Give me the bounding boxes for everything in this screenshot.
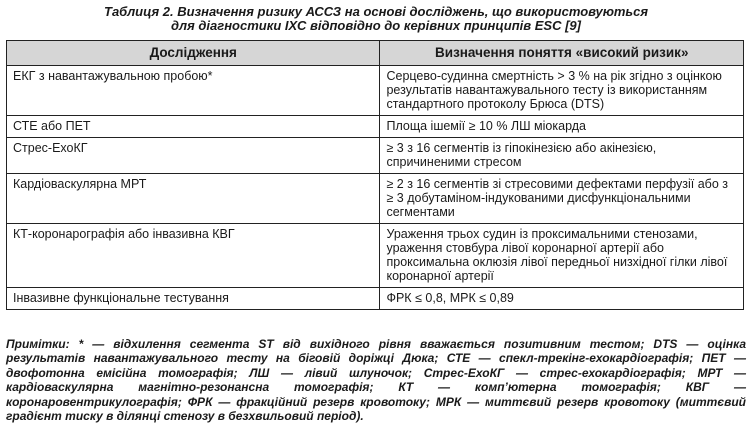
caption-line-2: для діагностики ІХС відповідно до керівних принципів ESC [9]	[171, 18, 581, 33]
table-row	[7, 224, 744, 288]
risk-table	[6, 40, 744, 310]
header-row	[7, 41, 744, 66]
cell-definition: ФРК ≤ 0,8, МРК ≤ 0,89	[380, 288, 744, 310]
cell-study: ЕКГ з навантажувальною пробою*	[7, 66, 380, 116]
notes-text: * — відхилення сегмента ST від вихідного рівня вважається позитивним тестом; DTS — оцінка результатів навантажувального тесту на біговій доріжці Дюка; СТЕ — спекл-трекінг-ехокардіографія; ПЕТ — двофотонна емісійна томографія; ЛШ — лівий шлуночок; Стрес-ЕхоКГ — стрес-ехокардіографія; МРТ — кардіоваскулярна магнітно-резонансна томографія; КТ — комп’ютерна томографія; КВГ — коронаровентрикулографія; ФРК — фракційний резерв кровотоку; МРК — миттєвий резерв кровотоку (миттєвий градієнт тиску в ділянці стенозу в безхвильовий період).	[6, 337, 746, 424]
header-study: Дослідження	[7, 41, 380, 66]
cell-study: Стрес-ЕхоКГ	[7, 138, 380, 174]
cell-study: СТЕ або ПЕТ	[7, 116, 380, 138]
cell-study: Кардіоваскулярна МРТ	[7, 174, 380, 224]
caption-line-1: Таблиця 2. Визначення ризику АССЗ на основі досліджень, що використовуються	[104, 4, 648, 19]
table-row	[7, 66, 744, 116]
notes-label: Примітки:	[6, 337, 70, 351]
cell-study: Інвазивне функціональне тестування	[7, 288, 380, 310]
cell-definition: Серцево-судинна смертність > 3 % на рік згідно з оцінкою результатів навантажувального тесту із використанням стандартного протоколу Брюса (DTS)	[380, 66, 744, 116]
cell-definition: Ураження трьох судин із проксимальними стенозами, ураження стовбура лівої коронарної артерії або проксимальна оклюзія лівої передньої низхідної гілки лівої коронарної артерії	[380, 224, 744, 288]
table-row	[7, 138, 744, 174]
header-definition: Визначення поняття «високий ризик»	[380, 41, 744, 66]
table-row	[7, 174, 744, 224]
cell-study: КТ-коронарографія або інвазивна КВГ	[7, 224, 380, 288]
table-caption	[6, 5, 746, 33]
cell-definition: Площа ішемії ≥ 10 % ЛШ міокарда	[380, 116, 744, 138]
table-row	[7, 116, 744, 138]
cell-definition: ≥ 3 з 16 сегментів із гіпокінезією або акінезією, спричиненими стресом	[380, 138, 744, 174]
table-notes	[6, 337, 746, 423]
cell-definition: ≥ 2 з 16 сегментів зі стресовими дефектами перфузії або з ≥ 3 добутаміном-індукованими дисфункціональними сегментами	[380, 174, 744, 224]
table-row	[7, 288, 744, 310]
